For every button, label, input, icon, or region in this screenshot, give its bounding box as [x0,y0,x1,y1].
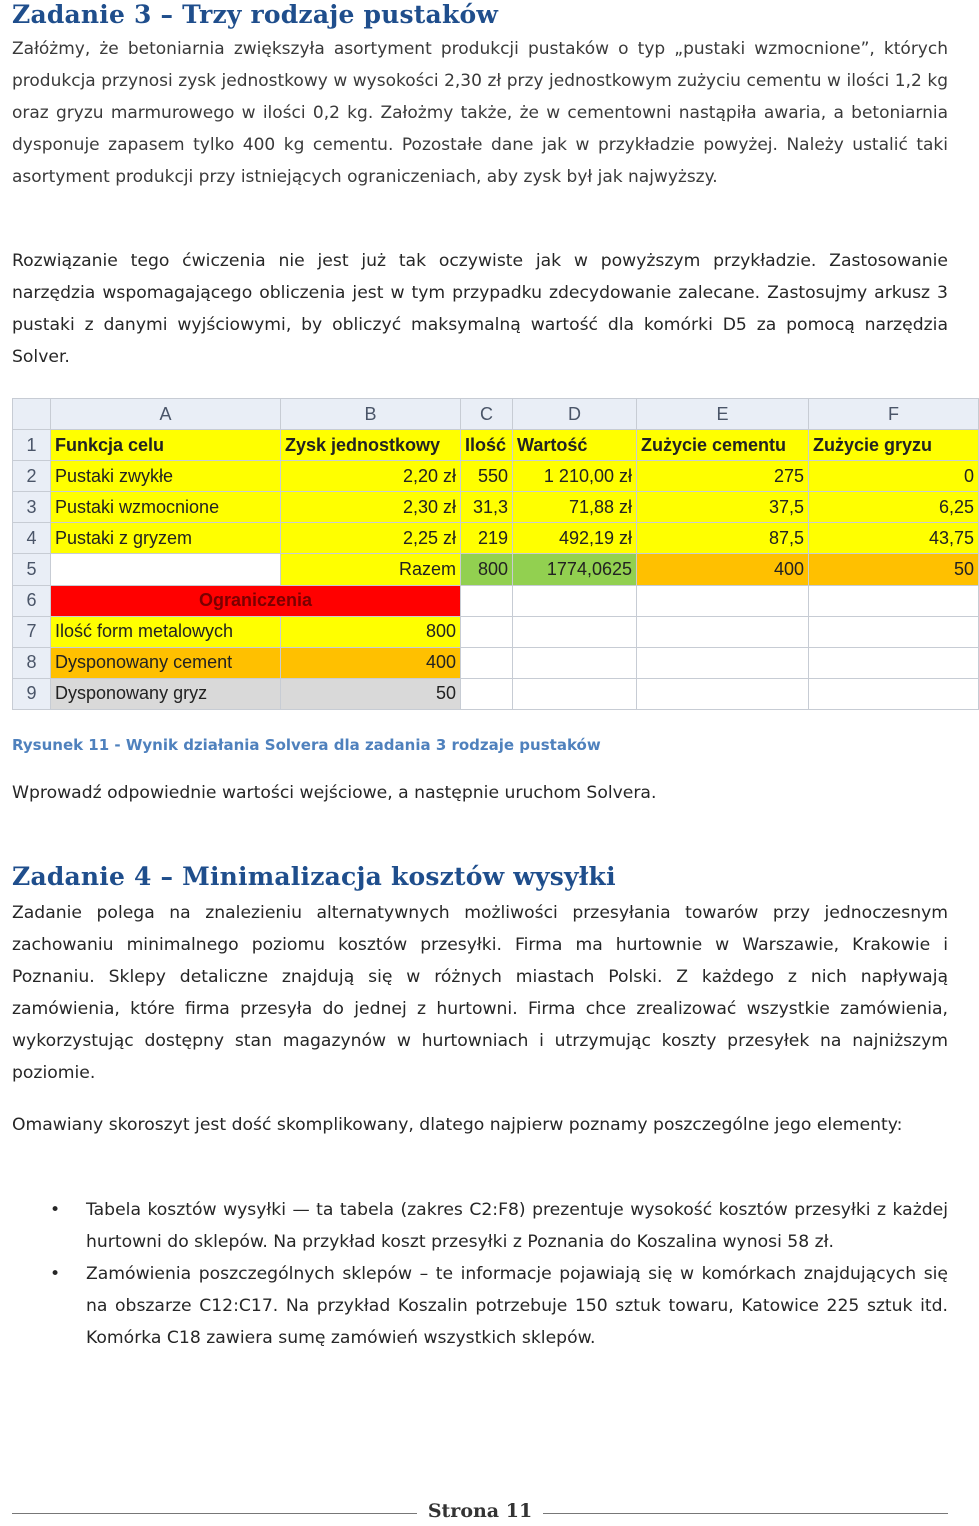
cell-d7[interactable] [513,616,637,647]
cell-b5[interactable]: Razem [281,554,461,585]
cell-a4[interactable]: Pustaki z gryzem [51,523,281,554]
cell-b4[interactable]: 2,25 zł [281,523,461,554]
column-header[interactable]: B [281,399,461,430]
cell-f7[interactable] [809,616,979,647]
column-header[interactable]: A [51,399,281,430]
select-all-corner[interactable] [13,399,51,430]
cell-e4[interactable]: 87,5 [637,523,809,554]
list-item-text: Tabela kosztów wysyłki — ta tabela (zakres C2:F8) prezentuje wysokość kosztów przesyłki z każdej hurtowni do sklepów. Na przykład koszt przesyłki z Poznania do Koszalina wynosi 58 zł. [86,1200,948,1252]
cell-e7[interactable] [637,616,809,647]
cell-f5[interactable]: 50 [809,554,979,585]
list-item [12,1258,948,1354]
cell-c4[interactable]: 219 [461,523,513,554]
figure-caption: Rysunek 11 - Wynik działania Solvera dla zadania 3 rodzaje pustaków [12,736,601,754]
cell-d9[interactable] [513,678,637,709]
row-header[interactable]: 8 [13,647,51,678]
cell-b7[interactable]: 800 [281,616,461,647]
list-item [12,1194,948,1258]
cell-a9[interactable]: Dysponowany gryz [51,678,281,709]
page-number: Strona 11 [418,1500,542,1522]
cell-d8[interactable] [513,647,637,678]
column-header[interactable]: F [809,399,979,430]
cell-c1[interactable]: Ilość [461,430,513,461]
table-row [13,647,979,678]
cell-c2[interactable]: 550 [461,461,513,492]
row-header[interactable]: 1 [13,430,51,461]
cell-e5[interactable]: 400 [637,554,809,585]
cell-e2[interactable]: 275 [637,461,809,492]
cell-c6[interactable] [461,585,513,616]
row-header[interactable]: 3 [13,492,51,523]
cell-b2[interactable]: 2,20 zł [281,461,461,492]
task3-instruction: Wprowadź odpowiednie wartości wejściowe, a następnie uruchom Solvera. [12,783,657,803]
cell-e6[interactable] [637,585,809,616]
cell-f8[interactable] [809,647,979,678]
row-header[interactable]: 2 [13,461,51,492]
constraints-header-cell[interactable]: Ograniczenia [51,585,461,616]
cell-d3[interactable]: 71,88 zł [513,492,637,523]
column-header[interactable]: D [513,399,637,430]
cell-d5[interactable]: 1774,0625 [513,554,637,585]
column-header-row [13,399,979,430]
cell-f4[interactable]: 43,75 [809,523,979,554]
cell-c5[interactable]: 800 [461,554,513,585]
cell-e3[interactable]: 37,5 [637,492,809,523]
page-footer [0,1500,960,1522]
task3-intro-paragraph: Załóżmy, że betoniarnia zwiększyła asortyment produkcji pustaków o typ „pustaki wzmocnione”, których produkcja przynosi zysk jednostkowy w wysokości 2,30 zł przy jednostkowym zużyciu cementu w ilości 1,2 kg oraz gryzu marmurowego w ilości 0,2 kg. Założmy także, że w cementowni nastąpiła awaria, a betoniarnia dysponuje zapasem tylko 400 kg cementu. Pozostałe dane jak w przykładzie powyżej. Należy ustalić taki asortyment produkcji przy istniejących ograniczeniach, aby zysk był jak najwyższy. [12,39,948,187]
cell-a7[interactable]: Ilość form metalowych [51,616,281,647]
list-item-text: Zamówienia poszczególnych sklepów – te informacje pojawiają się w komórkach znajdujących się na obszarze C12:C17. Na przykład Koszalin potrzebuje 150 sztuk towaru, Katowice 225 sztuk itd. Komórka C18 zawiera sumę zamówień wszystkich sklepów. [86,1264,948,1348]
table-row [13,461,979,492]
cell-a3[interactable]: Pustaki wzmocnione [51,492,281,523]
bullet-icon: • [50,1200,61,1220]
cell-c8[interactable] [461,647,513,678]
cell-b1[interactable]: Zysk jednostkowy [281,430,461,461]
row-header[interactable]: 4 [13,523,51,554]
cell-a8[interactable]: Dysponowany cement [51,647,281,678]
cell-f6[interactable] [809,585,979,616]
cell-a5[interactable] [51,554,281,585]
cell-e9[interactable] [637,678,809,709]
row-header[interactable]: 9 [13,678,51,709]
task3-solution-paragraph: Rozwiązanie tego ćwiczenia nie jest już tak oczywiste jak w powyższym przykładzie. Zastosowanie narzędzia wspomagającego obliczenia jest w tym przypadku zdecydowanie zalecane. Zastosujmy arkusz 3 pustaki z danymi wyjściowymi, by obliczyć maksymalną wartość dla komórki D5 za pomocą narzędzia Solver. [12,251,948,367]
task4-paragraph-1: Zadanie polega na znalezieniu alternatywnych możliwości przesyłania towarów przy jednoczesnym zachowaniu minimalnego poziomu kosztów przesyłki. Firma ma hurtownie w Warszawie, Krakowie i Poznaniu. Sklepy detaliczne znajdują się w różnych miastach Polski. Z każdego z nich napływają zamówienia, które firma przesyła do jednej z hurtowni. Firma chce zrealizować wszystkie zamówienia, wykorzystując dostępny stan magazynów w hurtowniach i utrzymując koszty przesyłek na najniższym poziomie. [12,903,948,1083]
solver-result-spreadsheet [12,398,979,710]
cell-d2[interactable]: 1 210,00 zł [513,461,637,492]
table-row [13,430,979,461]
column-header[interactable]: E [637,399,809,430]
cell-e8[interactable] [637,647,809,678]
task4-heading: Zadanie 4 – Minimalizacja kosztów wysyłki [12,862,616,891]
cell-f3[interactable]: 6,25 [809,492,979,523]
cell-d1[interactable]: Wartość [513,430,637,461]
bullet-icon: • [50,1264,61,1284]
cell-f1[interactable]: Zużycie gryzu [809,430,979,461]
cell-b8[interactable]: 400 [281,647,461,678]
row-header[interactable]: 6 [13,585,51,616]
table-row [13,554,979,585]
cell-f2[interactable]: 0 [809,461,979,492]
row-header[interactable]: 5 [13,554,51,585]
cell-f9[interactable] [809,678,979,709]
row-header[interactable]: 7 [13,616,51,647]
cell-c7[interactable] [461,616,513,647]
task4-paragraph-2: Omawiany skoroszyt jest dość skomplikowany, dlatego najpierw poznamy poszczególne jego elementy: [12,1115,903,1135]
cell-a1[interactable]: Funkcja celu [51,430,281,461]
cell-c9[interactable] [461,678,513,709]
cell-c3[interactable]: 31,3 [461,492,513,523]
cell-b3[interactable]: 2,30 zł [281,492,461,523]
cell-d4[interactable]: 492,19 zł [513,523,637,554]
column-header[interactable]: C [461,399,513,430]
table-row [13,678,979,709]
table-row [13,616,979,647]
cell-a2[interactable]: Pustaki zwykłe [51,461,281,492]
table-row [13,585,979,616]
table-row [13,492,979,523]
cell-d6[interactable] [513,585,637,616]
cell-e1[interactable]: Zużycie cementu [637,430,809,461]
task3-heading: Zadanie 3 – Trzy rodzaje pustaków [12,0,499,29]
cell-b9[interactable]: 50 [281,678,461,709]
table-row [13,523,979,554]
elements-bullet-list [12,1194,948,1354]
